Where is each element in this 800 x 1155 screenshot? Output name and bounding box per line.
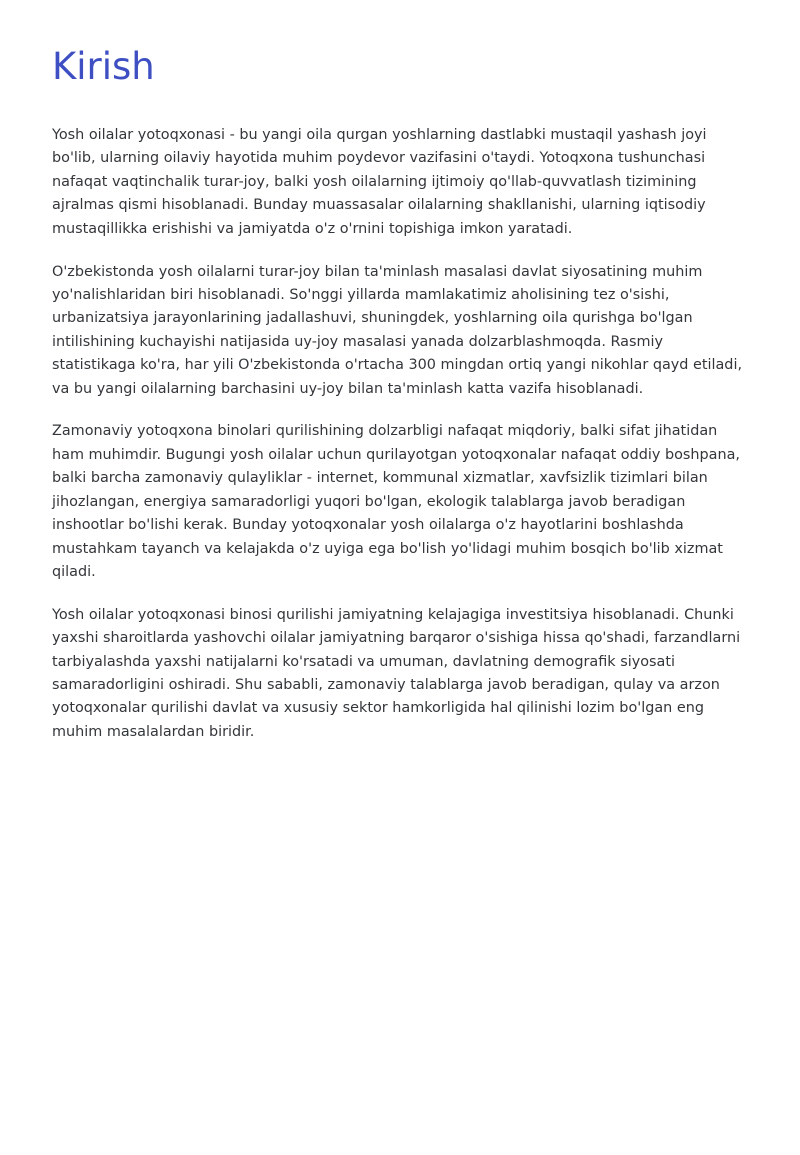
paragraph-3: Zamonaviy yotoqxona binolari qurilishining dolzarbligi nafaqat miqdoriy, balki sifat jihatidan ham muhimdir. Bugungi yosh oilalar uchun qurilayotgan yotoqxonalar nafaqat oddiy boshpana, balki barcha zamonaviy qulayliklar - internet, kommunal xizmatlar, xavfsizlik tizimlari bilan jihozlangan, energiya samaradorligi yuqori bo'lgan, ekologik talablarga javob beradigan inshootlar bo'lishi kerak. Bunday yotoqxonalar yosh oilalarga o'z hayotlarini boshlashda mustahkam tayanch va kelajakda o'z uyiga ega bo'lish yo'lidagi muhim bosqich bo'lib xizmat qiladi. [52, 423, 740, 580]
page-title: Kirish [52, 45, 155, 88]
paragraph-4: Yosh oilalar yotoqxonasi binosi qurilishi jamiyatning kelajagiga investitsiya hisoblanadi. Chunki yaxshi sharoitlarda yashovchi oilalar jamiyatning barqaror o'sishiga hissa qo'shadi, farzandlarni tarbiyalashda yaxshi natijalarni ko'rsatadi va umuman, davlatning demografik siyosati samaradorligini oshiradi. Shu sababli, zamonaviy talablarga javob beradigan, qulay va arzon yotoqxonalar qurilishi davlat va xususiy sektor hamkorligida hal qilinishi lozim bo'lgan eng muhim masalalardan biridir. [52, 606, 741, 740]
paragraph-1: Yosh oilalar yotoqxonasi - bu yangi oila qurgan yoshlarning dastlabki mustaqil yashash joyi bo'lib, ularning oilaviy hayotida muhim poydevor vazifasini o'taydi. Yotoqxona tushunchasi nafaqat vaqtinchalik turar-joy, balki yosh oilalarning ijtimoiy qo'llab-quvvatlash tizimining ajralmas qismi hisoblanadi. Bunday muassasalar oilalarning shakllanishi, ularning iqtisodiy mustaqillikka erishishi va jamiyatda o'z o'rnini topishiga imkon yaratadi. [52, 127, 707, 237]
paragraph-2: O'zbekistonda yosh oilalarni turar-joy bilan ta'minlash masalasi davlat siyosatining muhim yo'nalishlaridan biri hisoblanadi. So'nggi yillarda mamlakatimiz aholisining tez o'sishi, urbanizatsiya jarayonlarining jadallashuvi, shuningdek, yoshlarning oila qurishga bo'lgan intilishining kuchayishi natijasida uy-joy masalasi yanada dolzarblashmoqda. Rasmiy statistikaga ko'ra, har yili O'zbekistonda o'rtacha 300 mingdan ortiq yangi nikohlar qayd etiladi, va bu yangi oilalarning barchasini uy-joy bilan ta'minlash katta vazifa hisoblanadi. [52, 263, 743, 397]
